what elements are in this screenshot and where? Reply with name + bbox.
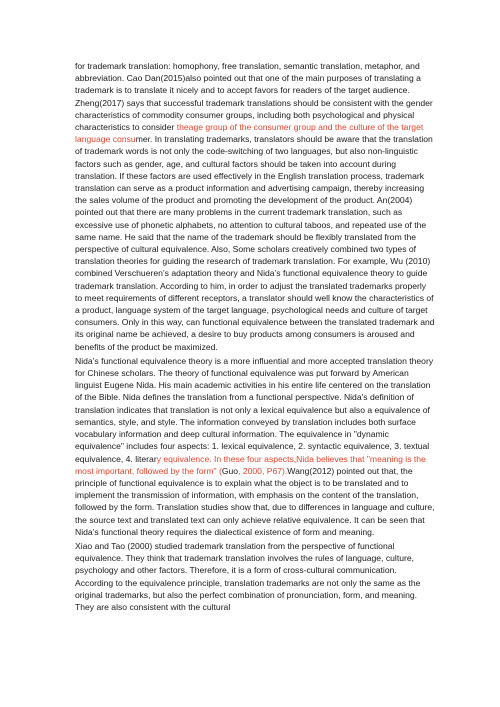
highlighted-text-segment: y equivalence. In these four aspects,Nida believes that "meaning is the most important, followed by the form" (	[75, 453, 426, 476]
text-segment: Guo	[221, 465, 239, 476]
text-segment: for trademark translation: homophony, free translation, semantic translation, metaphor, and abbreviation. Cao Dan(2015)also pointed out that one of the main purposes of translating a trademark is to translate it nicely and to accept favors for readers of the target audience. Zheng(2017) says that successful trademark translations should be consistent with the gender characteristics of commodity consumer groups, including both psychological and physical characteristics to consider	[75, 61, 433, 133]
text-segment: Wang(2012) pointed out that, the principle of functional equivalence is to explain what the object is to be translated and to implement the transmission of information, with emphasis on the content of the translation, followed by the form. Translation studies show that, due to differences in language and culture, the source text and translated text can only achieve relative equivalence. It can be seen that Nida’s functional theory requires the dialectical existence of form and meaning.	[75, 465, 435, 537]
text-segment: Nida’s functional equivalence theory is a more influential and more accepted translation theory for Chinese scholars. The theory of functional equivalence was put forward by American linguist Eugene Nida. His main academic activities in his entire life centered on the translation of the Bible. Nida defines the translation from a functional perspective. Nida's definition of translation indicates that translation is not only a lexical equivalence but also a equivalence of semantics, style, and style. The information conveyed by translation includes both surface vocabulary information and deep cultural information. The equivalence in "dynamic equivalence" includes four aspects: 1. lexical equivalence, 2. syntactic equivalence, 3. textual equivalence, 4. literar	[75, 355, 434, 464]
highlighted-text-segment: , 2000, P67).	[238, 465, 288, 476]
paragraph-trademark-translation	[75, 60, 435, 353]
paragraph-functional-equivalence	[75, 355, 435, 538]
text-segment: mer. In translating trademarks, translators should be aware that the translation of trademark words is not only the code-switching of two languages, but also non-linguistic factors such as gender, age, and cultural factors should be taken into account during translation. If these factors are used effectively in the English translation process, trademark translation can serve as a product information and advertising campaign, thereby increasing the sales volume of the product and promoting the development of the product. An(2004) pointed out that there are many problems in the current trademark translation, such as excessive use of phonetic alphabets, no attention to cultural taboos, and repeated use of the same name. He said that the name of the trademark should be flexibly translated from the perspective of cultural equivalence. Also, Some scholars creatively combined two types of translation theories for guiding the research of trademark translation. For example, Wu (2010) combined Verschueren’s adaptation theory and Nida’s functional equivalence theory to guide trademark translation. According to him, in order to adjust the translated trademarks properly to meet requirements of different receptors, a translator should well know the characteristics of a product, language system of the target language, psychological needs and culture of target consumers. Only in this way, can functional equivalence between the translated trademark and its original name be achieved, a desire to buy products among consumers is aroused and benefits of the product be maximized.	[75, 134, 435, 352]
text-segment: Xiao and Tao (2000) studied trademark translation from the perspective of functional equivalence. They think that trademark translation involves the rules of language, culture, psychology and other factors. Therefore, it is a form of cross-cultural communication. According to the equivalence principle, translation trademarks are not only the same as the original trademarks, but also the perfect combination of pronunciation, form, and meaning. They are also consistent with the cultural	[75, 540, 421, 612]
paragraph-xiao-and-tao	[75, 540, 435, 613]
highlighted-text-segment: theage group of the consumer group and the culture of the target language consu	[75, 122, 424, 145]
body-text	[75, 60, 435, 614]
